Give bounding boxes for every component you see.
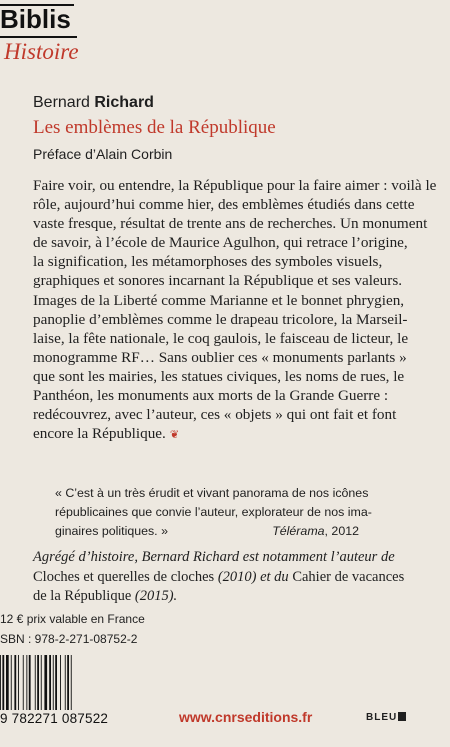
bio-text: (2015).: [131, 588, 178, 604]
price-label: 12 € prix valable en France: [0, 612, 145, 626]
blurb-line: la signification, les métamorphoses des symboles visuels,: [33, 253, 383, 271]
quote-line: républicaines que convie l’auteur, explorateur de nos ima-: [55, 505, 372, 519]
back-cover-blurb: [33, 176, 437, 445]
blurb-line: panoplie d’emblèmes comme le drapeau tricolore, la Marseil-: [33, 310, 408, 328]
blurb-line: de savoir, à l’école de Maurice Agulhon, qui retrace l’origine,: [33, 234, 408, 252]
bio-line: [33, 568, 433, 588]
blurb-line: laise, la fête nationale, le coq gaulois, le faisceau de licteur, le: [33, 329, 409, 347]
publisher-logo: [0, 4, 79, 65]
ornament-icon: ❦: [169, 429, 180, 442]
blurb-line: vaste fresque, résultat de trente ans de recherches. Un monument: [33, 215, 428, 233]
author-name: [33, 94, 154, 112]
quote-source: [272, 522, 359, 541]
bio-text: (2010) et du: [214, 568, 293, 585]
author-bio: [33, 548, 433, 607]
isbn-label: SBN : 978-2-271-08752-2: [0, 632, 138, 646]
blurb-line: monogramme RF… Sans oublier ces « monuments parlants »: [33, 348, 407, 366]
blurb-line-text: encore la République.: [33, 425, 166, 443]
blurb-line-last: [33, 424, 423, 445]
bio-book-title: Cahier de vacances: [292, 568, 405, 585]
author-first-name: Bernard: [33, 94, 90, 111]
bio-book-title: de la République: [33, 588, 132, 604]
quote-last-line: [55, 522, 415, 541]
blurb-line: que sont les mairies, les statues civiques, les noms de rues, le: [33, 367, 405, 385]
author-last-name: Richard: [94, 94, 154, 111]
series-mark-icon: [398, 712, 406, 721]
bio-book-title: Cloches et querelles de cloches: [33, 568, 215, 585]
bio-line: [33, 548, 433, 568]
bio-text: Agrégé d’histoire, Bernard Richard est notamment l’auteur de: [33, 549, 395, 565]
blurb-line: redécouvrez, avec l’auteur, ces « objets » qui ont fait et font: [33, 406, 397, 424]
logo-histoire: Histoire: [4, 39, 79, 64]
preface-credit: Préface d’Alain Corbin: [33, 146, 173, 162]
series-name: BLEU: [366, 712, 398, 723]
barcode-digits: 9 782271 087522: [0, 711, 109, 726]
blurb-line: Panthéon, les monuments aux morts de la Grande Guerre :: [33, 387, 389, 405]
quote-line: « C’est à un très érudit et vivant panorama de nos icônes: [55, 486, 369, 500]
bio-line: [33, 587, 433, 607]
blurb-line: Faire voir, ou entendre, la République pour la faire aimer : voilà le: [33, 177, 437, 194]
quote-line: ginaires politiques. »: [55, 524, 168, 538]
quote-source-name: Télérama: [272, 524, 325, 538]
quote-source-year: , 2012: [324, 524, 359, 538]
series-badge: [366, 712, 406, 723]
blurb-line: graphiques et sonores incarnant la République et ses valeurs.: [33, 272, 403, 290]
publisher-website: www.cnrseditions.fr: [179, 709, 313, 725]
blurb-line: Images de la Liberté comme Marianne et le bonnet phrygien,: [33, 291, 405, 309]
barcode-icon: [0, 655, 93, 710]
book-title: Les emblèmes de la République: [33, 117, 276, 138]
blurb-line: rôle, aujourd’hui comme hier, des emblèmes étudiés dans cette: [33, 196, 415, 214]
logo-biblis: Biblis: [0, 4, 77, 38]
press-quote: [55, 484, 415, 541]
